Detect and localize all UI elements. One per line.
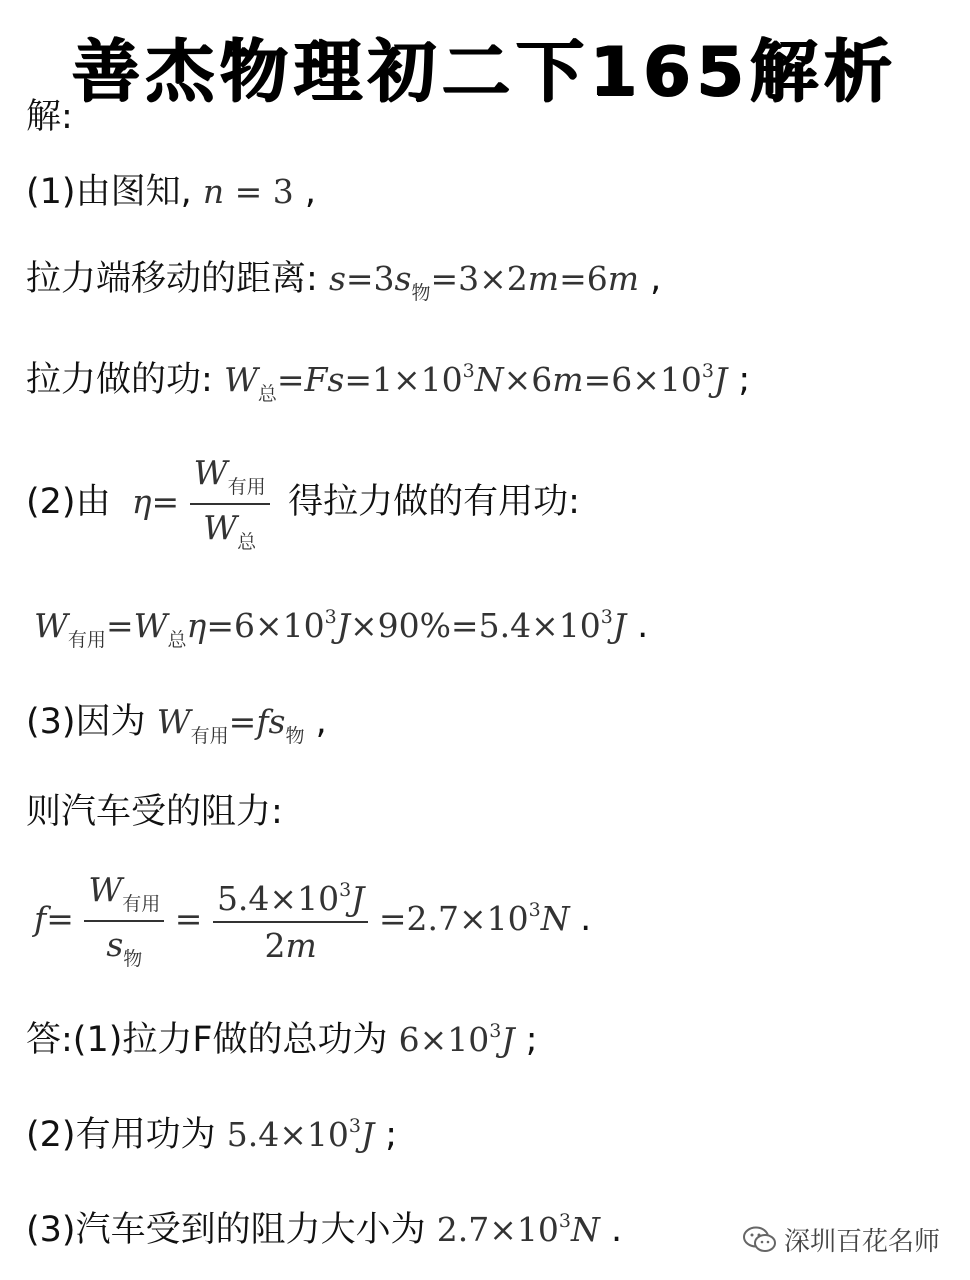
useful-work-line: $W_{有用}=W_总\eta=6\times 10^3J\times 90\%=5.4\times 10^3J$ .: [34, 606, 649, 651]
watermark: [742, 1221, 940, 1258]
distance-math: $s=3s_物=3\times 2m=6m$: [328, 259, 640, 304]
step1-math: n = 3: [202, 172, 294, 211]
answer3-line: (3)汽车受到的阻力大小为 $2.7\times 10^3N$ .: [26, 1210, 623, 1250]
resistance-formula: f= $\frac{W_{有用}}{s_物}$ = $\frac{5.4\times 10^3J}{2m}$ $=2.7\times 10^3N$: [34, 870, 570, 970]
page-title: 善杰物理初二下165解析: [72, 33, 898, 112]
wechat-icon: [742, 1225, 778, 1255]
efficiency-formula: η= $\frac{W_{有用}}{W_总}$: [132, 482, 280, 521]
answer1-line: 答:(1)拉力F做的总功为 $6\times 10^3J$ ;: [26, 1020, 538, 1060]
distance-line: 拉力端移动的距离: $s=3s_物=3\times 2m=6m$ ,: [26, 259, 662, 304]
efficiency-line: (2)由 η= $\frac{W_{有用}}{W_总}$ 得拉力做的有用功:: [26, 453, 580, 553]
useful-work-math: $W_{有用}=W_总\eta=6\times 10^3J\times 90\%=5.4\times 10^3J$: [34, 606, 627, 651]
solution-label: 解:: [26, 97, 73, 137]
answer2-line: (2)有用功为 $5.4\times 10^3J$ ;: [26, 1115, 398, 1155]
step3-math: $W_{有用}=fs_物$: [156, 702, 305, 747]
watermark-text: 深圳百花名师: [783, 1227, 940, 1257]
resistance-line: f= $\frac{W_{有用}}{s_物}$ = $\frac{5.4\times 10^3J}{2m}$ $=2.7\times 10^3N$ .: [34, 870, 592, 970]
step1-line: (1)由图知, n = 3 ,: [26, 172, 317, 212]
answer3-math: $2.7\times 10^3N$: [436, 1210, 600, 1249]
answer2-math: $5.4\times 10^3J$: [226, 1115, 375, 1154]
work-line: 拉力做的功: $W_总=Fs=1\times 10^3N\times 6m=6\times 10^3J$ ;: [26, 360, 751, 405]
resistance-label: 则汽车受的阻力:: [26, 792, 283, 832]
work-math: $W_总=Fs=1\times 10^3N\times 6m=6\times 10^3J$: [223, 360, 728, 405]
step3-line: (3)因为 $W_{有用}=fs_物$ ,: [26, 702, 327, 747]
answer1-math: $6\times 10^3J$: [398, 1020, 515, 1059]
